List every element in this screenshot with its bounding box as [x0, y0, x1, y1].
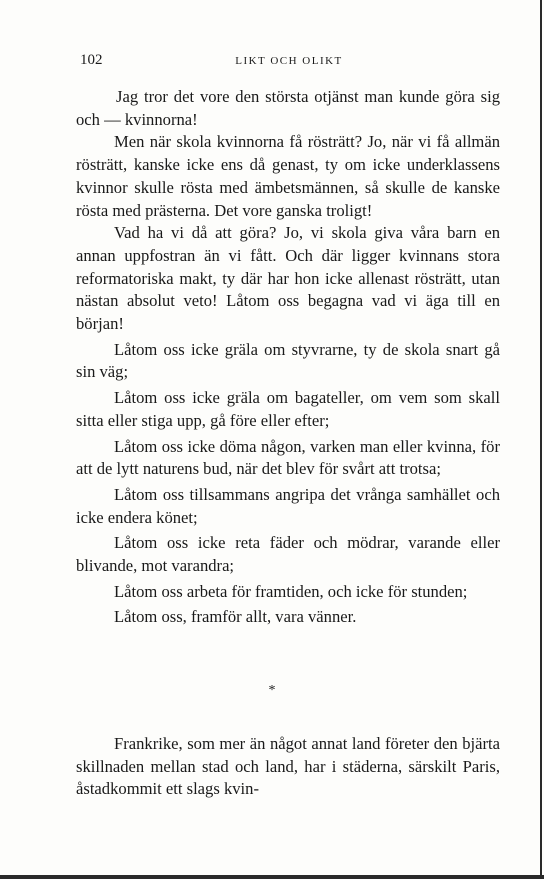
- paragraph: Vad ha vi då att göra? Jo, vi skola giva våra barn en annan uppfostran än vi fått. Och där ligger kvinnans stora reformatoriska makt, ty där har hon icke allenast rösträtt, utan nästan absolut veto! Låtom oss begagna vad vi äga till en början!: [76, 223, 500, 334]
- page-edge-bottom: [0, 875, 544, 879]
- page-header: [80, 52, 498, 74]
- page-edge-right: [540, 0, 542, 879]
- next-section-text: [76, 733, 500, 801]
- paragraph: Jag tror det vore den största otjänst man kunde göra sig och — kvinnorna!: [76, 87, 500, 129]
- exhortation-line: Låtom oss, framför allt, vara vänner.: [114, 607, 357, 627]
- page-number: 102: [80, 52, 103, 68]
- section-separator: *: [268, 683, 276, 698]
- main-text: [76, 86, 500, 632]
- exhortation-line: Låtom oss tillsammans angripa det vrånga samhället och icke endera könet;: [76, 484, 500, 527]
- exhortation-line: Låtom oss icke gräla om styvrarne, ty de skola snart gå sin väg;: [76, 339, 500, 382]
- paragraph: Men när skola kvinnorna få rösträtt? Jo, när vi få allmän rösträtt, kanske icke ens då genast, ty om icke underklassens kvinnor skulle rösta med ämbetsmännen, så skulle de kanske rösta med prästerna. Det vore ganska troligt!: [76, 132, 500, 220]
- exhortation-line: Låtom oss icke gräla om bagateller, om vem som skall sitta eller stiga upp, gå före eller efter;: [76, 388, 500, 430]
- exhortation-line: Låtom oss icke döma någon, varken man eller kvinna, för att de lytt naturens bud, när det blev för svårt att trotsa;: [76, 436, 500, 479]
- running-title: LIKT OCH OLIKT: [235, 55, 343, 67]
- paragraph: Frankrike, som mer än något annat land företer den bjärta skillnaden mellan stad och land, har i städerna, särskilt Paris, åstadkommit ett slags kvin-: [76, 734, 500, 799]
- exhortation-line: Låtom oss arbeta för framtiden, och icke för stunden;: [114, 581, 468, 601]
- exhortation-line: Låtom oss icke reta fäder och mödrar, varande eller blivande, mot varandra;: [76, 533, 500, 576]
